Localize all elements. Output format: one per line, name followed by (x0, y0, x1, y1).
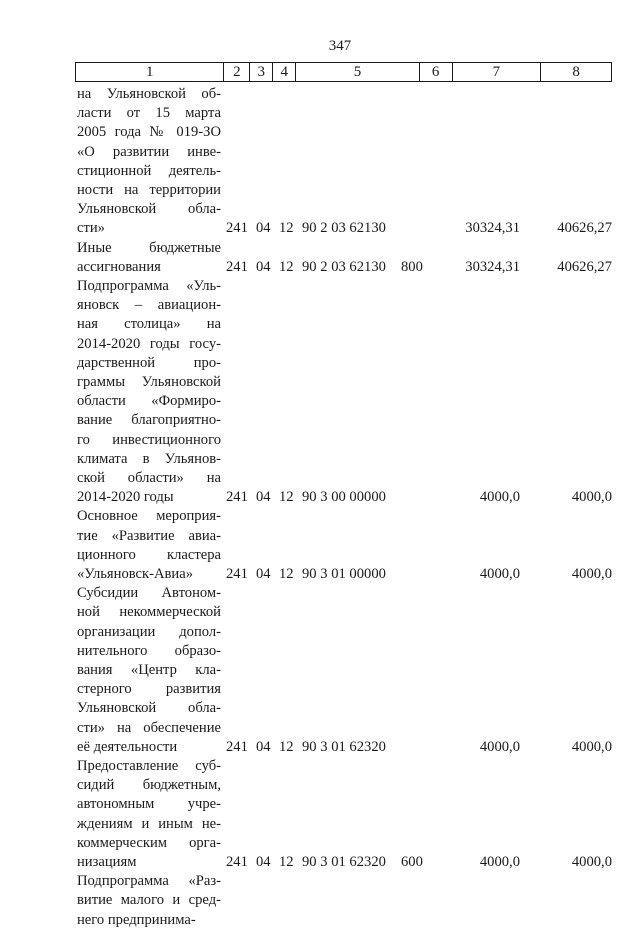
description-line: Ульяновской обла- (77, 201, 221, 218)
cell-c2: 241 (226, 565, 248, 582)
cell-c5: 90 3 01 62320 (302, 854, 386, 870)
header-col-5: 5 (296, 63, 420, 81)
cell-c8: 4000,0 (571, 565, 612, 582)
cell-c8: 4000,0 (571, 738, 612, 755)
description-line: яновск – авиацион- (77, 297, 221, 314)
cell-c2: 241 (226, 489, 248, 506)
description-line: нительного образо- (77, 642, 221, 659)
description-line: Подпрограмма «Раз- (77, 873, 221, 890)
page-number: 347 (328, 38, 352, 54)
cell-c7: 30324,31 (465, 258, 520, 275)
cell-c7: 30324,31 (465, 220, 520, 237)
description-line: го инвестиционного (77, 431, 221, 448)
description-line: автономным учре- (77, 796, 221, 813)
description-line: коммерческим орга- (77, 834, 221, 851)
description-line: ждениям и иным не- (77, 815, 221, 832)
cell-c3: 04 (256, 220, 271, 237)
cell-c3: 04 (256, 738, 271, 755)
description-line: вание благоприятно- (77, 412, 221, 429)
cell-c5: 90 3 00 00000 (302, 489, 386, 506)
cell-c8: 4000,0 (571, 489, 612, 506)
description-line: Иные бюджетные (77, 239, 221, 256)
row-description (77, 872, 221, 930)
description-line: 2014-2020 годы (77, 489, 174, 506)
description-line: 2005 года № 019-ЗО (77, 124, 221, 141)
cell-c8: 4000,0 (571, 854, 612, 870)
description-line: сидий бюджетным, (77, 777, 221, 794)
cell-c7: 4000,0 (479, 489, 520, 506)
header-col-3: 3 (250, 63, 273, 81)
description-line: «О развитии инве- (77, 143, 221, 160)
cell-c4: 12 (279, 489, 294, 506)
description-line: граммы Ульяновской (77, 374, 221, 391)
description-line: сти» (77, 220, 105, 237)
cell-c5: 90 2 03 62130 (302, 220, 386, 237)
cell-c8: 40626,27 (557, 258, 612, 275)
description-line: Предоставление суб- (77, 758, 221, 774)
description-line: 2014-2020 годы госу- (77, 335, 221, 352)
cell-c4: 12 (279, 738, 294, 755)
header-col-6: 6 (420, 63, 453, 81)
cell-c7: 4000,0 (479, 738, 520, 755)
description-line: климата в Ульянов- (77, 450, 221, 467)
description-line: стиционной деятель- (77, 162, 221, 179)
cell-c2: 241 (226, 738, 248, 755)
cell-c6: 600 (401, 854, 423, 870)
header-col-7: 7 (453, 63, 542, 81)
table-header (75, 62, 612, 82)
row-description (77, 85, 221, 239)
description-line: низациям (77, 854, 137, 871)
description-line: ской области» на (77, 470, 221, 487)
description-line: её деятельности (77, 738, 178, 755)
description-line: «Ульяновск-Авиа» (77, 566, 193, 582)
description-line: сти» на обеспечение (77, 719, 221, 736)
cell-c3: 04 (256, 489, 271, 506)
cell-c4: 12 (279, 258, 294, 275)
cell-c6: 800 (401, 258, 423, 275)
cell-c2: 241 (226, 258, 248, 275)
description-line: него предпринима- (77, 911, 196, 928)
cell-c5: 90 3 01 00000 (302, 565, 386, 582)
cell-c2: 241 (226, 854, 248, 870)
row-description (77, 239, 221, 277)
description-line: тие «Развитие авиа- (77, 527, 221, 544)
row-description (77, 507, 221, 584)
cell-c5: 90 3 01 62320 (302, 738, 386, 755)
description-line: ной некоммерческой (77, 604, 221, 621)
description-line: ная столица» на (77, 316, 221, 333)
description-line: ности на территории (77, 182, 221, 199)
description-line: ассигнования (77, 258, 161, 275)
cell-c7: 4000,0 (479, 565, 520, 582)
description-line: Ульяновской обла- (77, 700, 221, 717)
description-line: витие малого и сред- (77, 892, 221, 909)
row-description (77, 757, 221, 872)
description-line: дарственной про- (77, 354, 221, 371)
header-col-2: 2 (224, 63, 250, 81)
header-col-4: 4 (273, 63, 296, 81)
description-line: организации допол- (77, 623, 221, 640)
description-line: Основное мероприя- (77, 508, 221, 525)
cell-c2: 241 (226, 220, 248, 237)
description-line: Субсидии Автоном- (77, 585, 221, 602)
header-col-1: 1 (76, 63, 224, 81)
description-line: стерного развития (77, 681, 221, 698)
description-line: на Ульяновской об- (77, 86, 221, 102)
cell-c4: 12 (279, 220, 294, 237)
cell-c3: 04 (256, 854, 271, 870)
cell-c4: 12 (279, 854, 294, 870)
description-line: вания «Центр кла- (77, 662, 221, 678)
description-line: ционного кластера (77, 546, 221, 563)
header-col-8: 8 (572, 64, 580, 80)
row-description (77, 584, 221, 757)
description-line: Подпрограмма «Уль- (77, 278, 221, 294)
cell-c3: 04 (256, 565, 271, 582)
cell-c7: 4000,0 (479, 854, 520, 870)
cell-c8: 40626,27 (557, 220, 612, 237)
cell-c5: 90 2 03 62130 (302, 258, 386, 275)
row-description (77, 277, 221, 507)
description-line: ласти от 15 марта (77, 105, 221, 122)
description-line: области «Формиро- (77, 393, 221, 410)
cell-c3: 04 (256, 258, 271, 275)
cell-c4: 12 (279, 565, 294, 582)
